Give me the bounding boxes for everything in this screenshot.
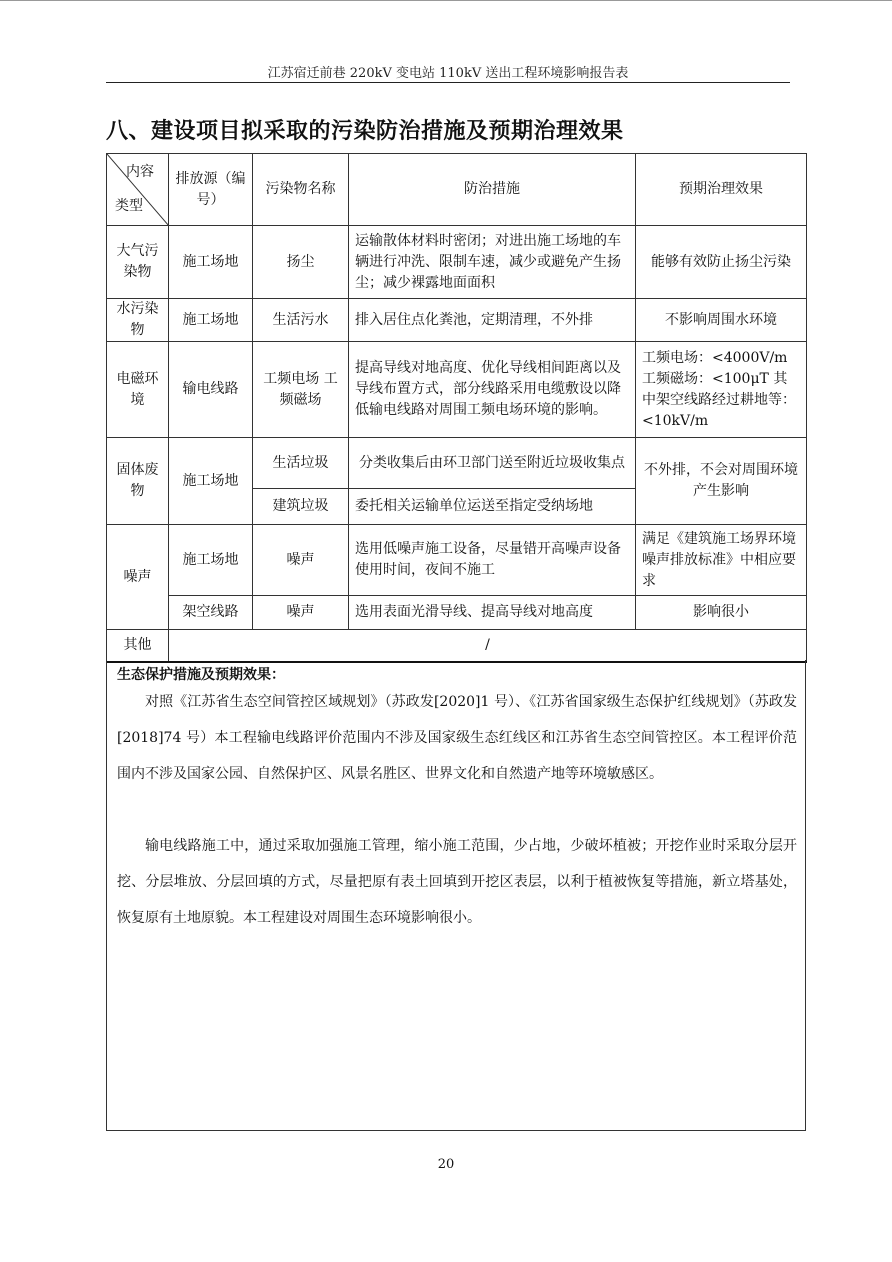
eco-paragraph-1: 对照《江苏省生态空间管控区域规划》（苏政发[2020]1 号）、《江苏省国家级生态保护红线规划》（苏政发[2018]74 号）本工程输电线路评价范围内不涉及国家级生态红线区和江苏省生态空间管控区。本工程评价范围内不涉及国家公园、自然保护区、风景名胜区、世界文化和自然遗产地等环境敏感区。 — [117, 694, 797, 782]
measure-cell: 运输散体材料时密闭；对进出施工场地的车辆进行冲洗、限制车速，减少或避免产生扬尘；减少裸露地面面积 — [349, 226, 636, 299]
measure-cell: 分类收集后由环卫部门送至附近垃圾收集点 — [349, 438, 636, 489]
table-row — [107, 299, 807, 342]
eco-paragraph-2: 输电线路施工中，通过采取加强施工管理，缩小施工范围，少占地，少破坏植被；开挖作业时采取分层开挖、分层堆放、分层回填的方式，尽量把原有表土回填到开挖区表层，以利于植被恢复等措施，新立塔基处，恢复原有土地原貌。本工程建设对周围生态环境影响很小。 — [117, 838, 797, 926]
header-measure: 防治措施 — [349, 154, 636, 226]
corner-header-cell — [107, 154, 169, 226]
effect-cell: 能够有效防止扬尘污染 — [636, 226, 807, 299]
source-cell: 施工场地 — [169, 525, 253, 596]
corner-label-content: 内容 — [126, 164, 154, 180]
table-row — [107, 438, 807, 489]
pollutant-cell: 生活污水 — [253, 299, 349, 342]
source-cell: 输电线路 — [169, 342, 253, 438]
corner-label-type: 类型 — [115, 198, 143, 214]
eco-protection-section — [106, 660, 806, 1131]
table-row — [107, 596, 807, 630]
type-cell: 电磁环境 — [107, 342, 169, 438]
pollutant-cell: 噪声 — [253, 525, 349, 596]
table-header-row — [107, 154, 807, 226]
page-number: 20 — [437, 1157, 455, 1172]
header-rule — [106, 82, 790, 83]
effect-cell: 工频电场：<4000V/m 工频磁场：<100μT 其中架空线路经过耕地等：<10kV/m — [636, 342, 807, 438]
type-cell: 大气污染物 — [107, 226, 169, 299]
table-row — [107, 630, 807, 662]
eco-title: 生态保护措施及预期效果： — [117, 667, 285, 683]
measure-cell: 排入居住点化粪池，定期清理，不外排 — [349, 299, 636, 342]
table-row — [107, 226, 807, 299]
running-header: 江苏宿迁前巷 220kV 变电站 110kV 送出工程环境影响报告表 — [267, 66, 629, 81]
source-cell: 架空线路 — [169, 596, 253, 630]
pollutant-cell: 建筑垃圾 — [253, 489, 349, 525]
pollutant-cell: 生活垃圾 — [253, 438, 349, 489]
measure-cell: 提高导线对地高度、优化导线相间距离以及导线布置方式，部分线路采用电缆敷设以降低输电线路对周围工频电场环境的影响。 — [349, 342, 636, 438]
table-row — [107, 525, 807, 596]
effect-cell: 不影响周围水环境 — [636, 299, 807, 342]
measure-cell: 委托相关运输单位运送至指定受纳场地 — [349, 489, 636, 525]
header-source: 排放源（编号） — [169, 154, 253, 226]
pollution-measures-table — [106, 153, 807, 663]
page-top-border — [0, 0, 892, 1]
type-cell: 水污染物 — [107, 299, 169, 342]
source-cell: 施工场地 — [169, 438, 253, 525]
table-row — [107, 342, 807, 438]
header-effect: 预期治理效果 — [636, 154, 807, 226]
source-cell: 施工场地 — [169, 226, 253, 299]
pollutant-cell: 工频电场 工频磁场 — [253, 342, 349, 438]
measure-cell: 选用低噪声施工设备，尽量错开高噪声设备使用时间，夜间不施工 — [349, 525, 636, 596]
effect-cell: 满足《建筑施工场界环境噪声排放标准》中相应要求 — [636, 525, 807, 596]
section-title: 八、建设项目拟采取的污染防治措施及预期治理效果 — [106, 119, 624, 144]
other-content-cell: / — [169, 630, 807, 662]
measure-cell: 选用表面光滑导线、提高导线对地高度 — [349, 596, 636, 630]
pollutant-cell: 噪声 — [253, 596, 349, 630]
source-cell: 施工场地 — [169, 299, 253, 342]
effect-cell: 影响很小 — [636, 596, 807, 630]
header-pollutant: 污染物名称 — [253, 154, 349, 226]
type-cell: 固体废物 — [107, 438, 169, 525]
effect-cell: 不外排，不会对周围环境产生影响 — [636, 438, 807, 525]
type-cell: 其他 — [107, 630, 169, 662]
type-cell: 噪声 — [107, 525, 169, 630]
pollutant-cell: 扬尘 — [253, 226, 349, 299]
